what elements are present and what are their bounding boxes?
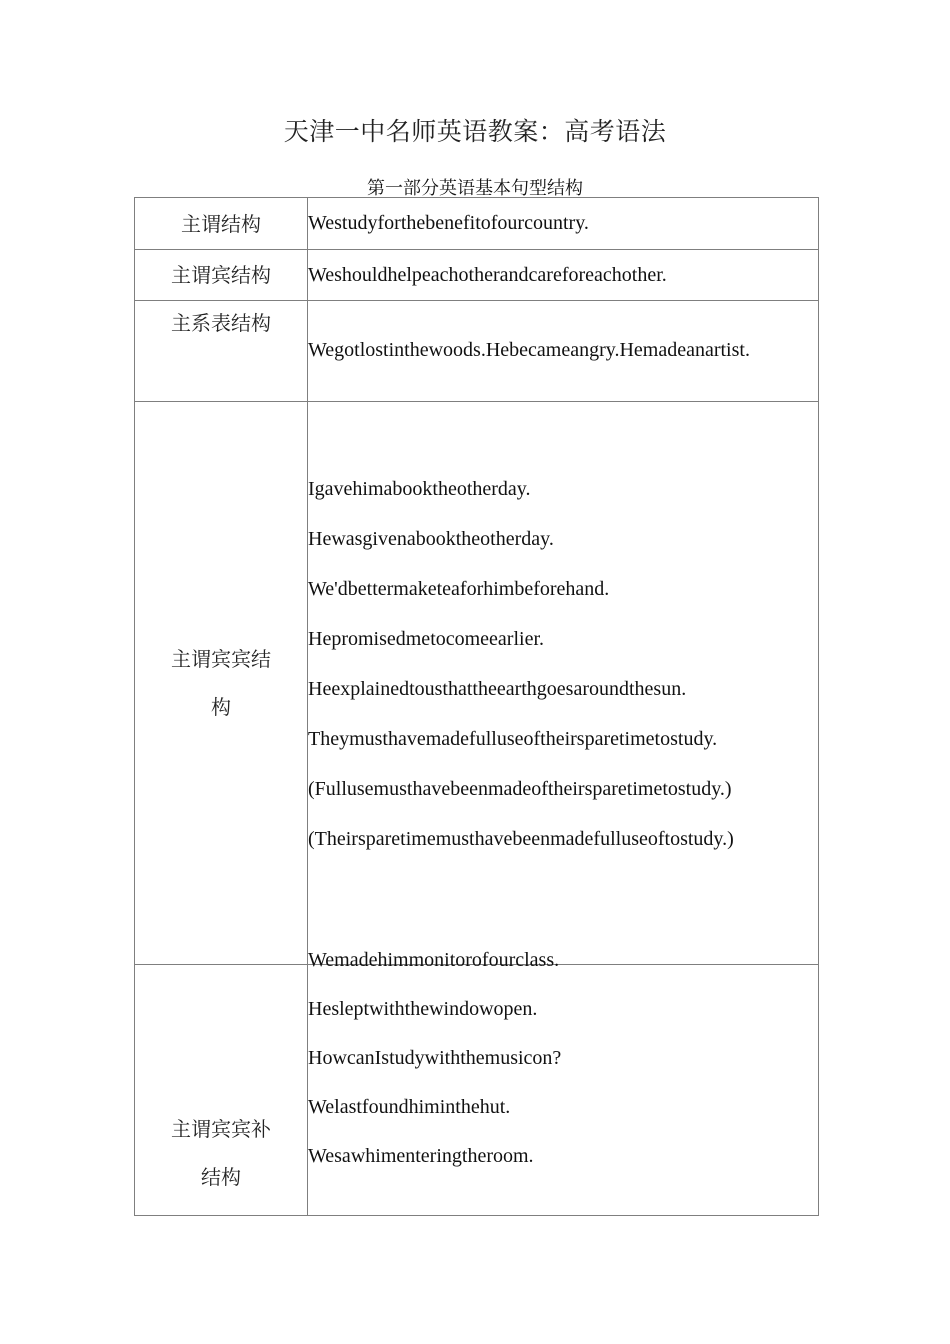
table-row — [135, 301, 819, 402]
example-sentence: Westudyforthebenefitofourcountry. — [308, 212, 589, 234]
example-cell — [308, 198, 819, 250]
example-sentence: (Theirsparetimemusthavebeenmadefulluseoftostudy.) — [308, 828, 734, 850]
structure-label-line: 构 — [211, 695, 231, 719]
example-cell — [308, 948, 819, 1216]
structure-label: 主谓结构 — [135, 198, 308, 250]
structure-label-line: 结构 — [201, 1165, 241, 1189]
structure-label-line: 主谓宾宾补 — [171, 1117, 271, 1141]
structure-label — [135, 965, 308, 1216]
example-sentence: Hewasgivenabooktheotherday. — [308, 528, 554, 550]
table-row — [135, 965, 819, 1216]
example-cell — [308, 402, 819, 965]
example-sentence: (Fullusemusthavebeenmadeoftheirsparetimetostudy.) — [308, 778, 732, 800]
example-sentence: Wemadehimmonitorofourclass. — [308, 948, 560, 971]
example-sentence: Weshouldhelpeachotherandcareforeachother. — [308, 263, 667, 286]
structure-label-text: 主系表结构 — [171, 311, 271, 335]
example-cell — [308, 250, 819, 301]
table-row — [135, 198, 819, 250]
table-row — [135, 402, 819, 965]
section-title: 第一部分英语基本句型结构 — [367, 178, 583, 199]
structure-label: 主谓宾结构 — [135, 250, 308, 301]
structure-label-line: 主谓宾宾结 — [171, 647, 271, 671]
example-sentence: Wesawhimenteringtheroom. — [308, 1144, 534, 1167]
example-cell — [308, 301, 819, 402]
table-row — [135, 250, 819, 301]
structure-label — [135, 301, 308, 402]
example-sentence: HowcanIstudywiththemusicon? — [308, 1046, 562, 1069]
example-sentence: Welastfoundhiminthehut. — [308, 1095, 511, 1118]
example-sentence: Heexplainedtousthattheearthgoesaroundthesun. — [308, 678, 687, 700]
page-title: 天津一中名师英语教案：高考语法 — [283, 117, 667, 146]
example-sentence: Hepromisedmetocomeearlier. — [308, 628, 545, 650]
example-sentence: Igavehimabooktheotherday. — [308, 478, 531, 500]
example-sentence: Wegotlostinthewoods.Hebecameangry.Hemadeanartist. — [308, 339, 750, 361]
example-sentence: Theymusthavemadefulluseoftheirsparetimetostudy. — [308, 728, 718, 750]
structure-label — [135, 402, 308, 965]
example-sentence: Hesleptwiththewindowopen. — [308, 997, 538, 1020]
sentence-structure-table — [134, 197, 819, 1216]
example-sentence: We'dbettermaketeaforhimbeforehand. — [308, 578, 610, 600]
